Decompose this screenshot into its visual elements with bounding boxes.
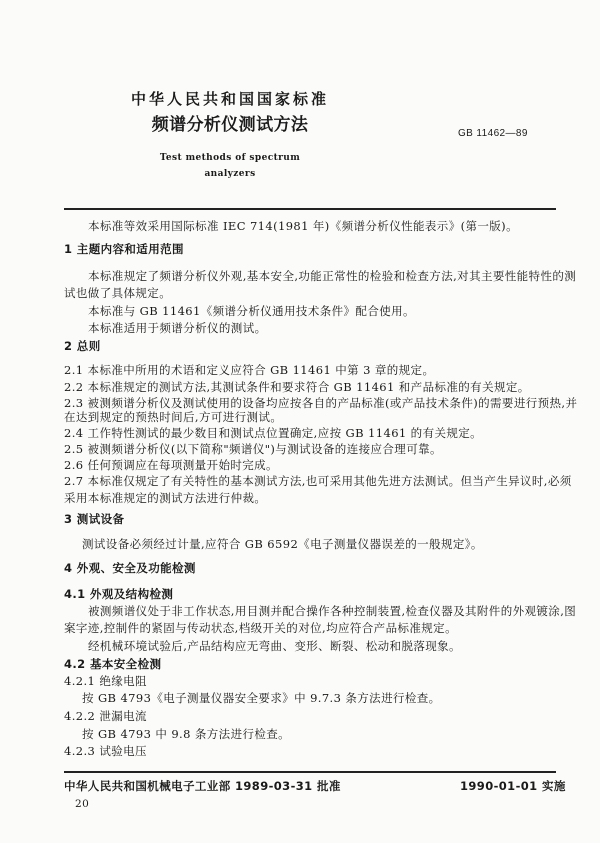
- section-4-heading: 4 外观、安全及功能检测: [64, 561, 196, 575]
- english-title-line1: Test methods of spectrum: [159, 153, 301, 163]
- clause-2-5: 2.5 被测频谱分析仪(以下简称"频谱仪")与测试设备的连接应合理可靠。: [64, 442, 442, 456]
- clause-2-6: 2.6 任何预调应在每项测量开始时完成。: [64, 458, 278, 472]
- clause-4-2-1-text: 按 GB 4793《电子测量仪器安全要求》中 9.7.3 条方法进行检查。: [82, 691, 441, 705]
- section-2-heading: 2 总则: [64, 339, 101, 353]
- clause-2-3-cont: 在达到规定的预热时间后,方可进行测试。: [64, 410, 283, 424]
- clause-2-1: 2.1 本标准中所用的术语和定义应符合 GB 11461 中第 3 章的规定。: [64, 363, 435, 377]
- section-3-heading: 3 测试设备: [64, 512, 125, 526]
- effective-date: 1990-01-01 实施: [460, 779, 566, 793]
- clause-2-3: 2.3 被测频谱分析仪及测试使用的设备均应按各自的产品标准(或产品技术条件)的需要进行预热,并: [64, 396, 578, 410]
- clause-4-2-2-heading: 4.2.2 泄漏电流: [64, 709, 147, 723]
- s4-1-paragraph-cont: 案字迹,控制件的紧固与传动状态,档级开关的对位,均应符合产品标准规定。: [64, 621, 457, 635]
- approval-line: 中华人民共和国机械电子工业部 1989-03-31 批准: [64, 779, 341, 793]
- clause-4-2-1-heading: 4.2.1 绝缘电阻: [64, 674, 147, 688]
- s4-1-paragraph: 被测频谱仪处于非工作状态,用目测并配合操作各种控制装置,检查仪器及其附件的外观镀涂,图: [88, 604, 577, 618]
- section-1-heading: 1 主题内容和适用范围: [64, 242, 184, 256]
- page-number: 20: [75, 798, 90, 810]
- clause-2-7-cont: 采用本标准规定的测试方法进行仲裁。: [64, 491, 267, 505]
- clause-4-2-3-heading: 4.2.3 试验电压: [64, 744, 147, 758]
- clause-4-1-heading: 4.1 外观及结构检测: [64, 587, 174, 601]
- clause-2-7: 2.7 本标准仅规定了有关特性的基本测试方法,也可采用其他先进方法测试。但当产生异议时,必须: [64, 474, 572, 488]
- s3-paragraph: 测试设备必须经过计量,应符合 GB 6592《电子测量仪器误差的一般规定》。: [82, 537, 483, 551]
- header-rule: [64, 208, 556, 210]
- standard-number: GB 11462—89: [458, 128, 528, 139]
- s1-paragraph-cont: 试也做了具体规定。: [64, 286, 172, 300]
- s4-1-paragraph: 经机械环境试验后,产品结构应无弯曲、变形、断裂、松动和脱落现象。: [88, 639, 461, 653]
- intro-paragraph: 本标准等效采用国际标准 IEC 714(1981 年)《频谱分析仪性能表示》(第一版)。: [88, 219, 518, 233]
- s1-paragraph: 本标准适用于频谱分析仪的测试。: [88, 321, 267, 335]
- org-title: 中华人民共和国国家标准: [130, 90, 329, 108]
- s1-paragraph: 本标准规定了频谱分析仪外观,基本安全,功能正常性的检验和检查方法,对其主要性能特性的测: [88, 269, 577, 283]
- clause-4-2-heading: 4.2 基本安全检测: [64, 657, 162, 671]
- clause-4-2-2-text: 按 GB 4793 中 9.8 条方法进行检查。: [82, 727, 291, 741]
- doc-title: 频谱分析仪测试方法: [151, 115, 309, 135]
- footer-rule: [64, 771, 556, 773]
- clause-2-4: 2.4 工作特性测试的最少数目和测试点位置确定,应按 GB 11461 的有关规定。: [64, 426, 483, 440]
- clause-2-2: 2.2 本标准规定的测试方法,其测试条件和要求符合 GB 11461 和产品标准的有关规定。: [64, 380, 530, 394]
- english-title-line2: analyzers: [204, 169, 256, 179]
- s1-paragraph: 本标准与 GB 11461《频谱分析仪通用技术条件》配合使用。: [88, 304, 415, 318]
